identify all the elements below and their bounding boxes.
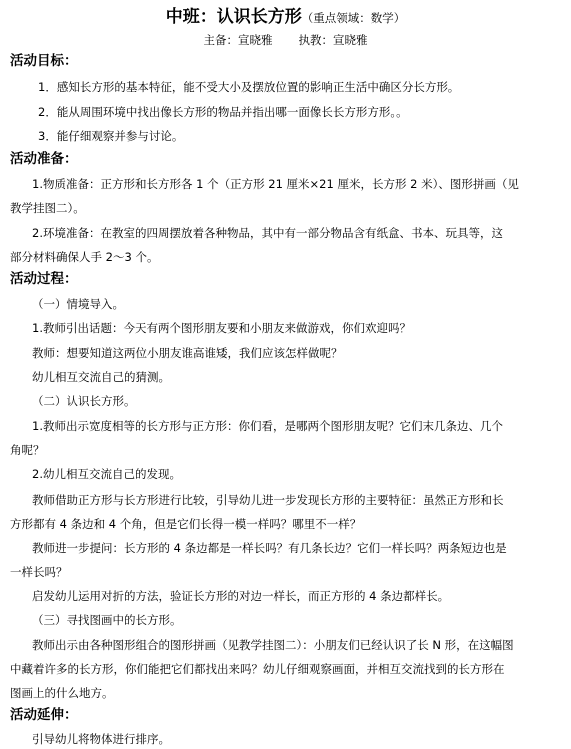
process-line: 教师进一步提问：长方形的 4 条边都是一样长吗？有几条长边？它们一样长吗？两条短边也是 [32, 541, 507, 555]
process-line: 教师借助正方形与长方形进行比较，引导幼儿进一步发现长方形的主要特征：虽然正方形和长 [32, 493, 504, 507]
section-heading-extension: 活动延伸： [10, 707, 78, 723]
prep-line: 1.物质准备：正方形和长方形各 1 个（正方形 21 厘米×21 厘米，长方形 2 米）、图形拼画（见 [32, 177, 519, 191]
process-line: 1.教师出示宽度相等的长方形与正方形：你们看，是哪两个图形朋友呢？它们末几条边、几个 [32, 419, 503, 433]
process-line: （三）寻找图画中的长方形。 [32, 613, 182, 627]
goal-item: 3．能仔细观察并参与讨论。 [38, 129, 184, 143]
prep-line: 部分材料确保人手 2～3 个。 [10, 250, 159, 264]
process-line: 2.幼儿相互交流自己的发现。 [32, 467, 181, 481]
process-line: 一样长吗？ [10, 565, 68, 579]
title-main: 中班：认识长方形 [165, 7, 302, 27]
goal-item: 2．能从周围环境中找出像长方形的物品并指出哪一面像长长方形方形。。 [38, 105, 408, 119]
process-line: 图画上的什么地方。 [10, 686, 114, 700]
process-line: 中藏着许多的长方形，你们能把它们都找出来吗？幼儿仔细观察画面，并相互交流找到的长方形在 [10, 662, 505, 676]
section-heading-process: 活动过程： [10, 271, 78, 287]
prep-line: 2.环境准备：在教室的四周摆放着各种物品，其中有一部分物品含有纸盒、书本、玩具等，这 [32, 226, 503, 240]
process-line: 方形都有 4 条边和 4 个角，但是它们长得一模一样吗？哪里不一样？ [10, 517, 362, 531]
goal-item: 1．感知长方形的基本特征，能不受大小及摆放位置的影响正生活中确区分长方形。 [38, 80, 460, 94]
title-subject-area: （重点领域：数学） [301, 11, 406, 25]
section-heading-prep: 活动准备： [10, 151, 78, 167]
document-title [0, 6, 571, 29]
credit-teacher: 执教：宣晓雅 [298, 33, 368, 47]
process-line: 教师出示由各种图形组合的图形拼画（见教学挂图二）：小朋友们已经认识了长 N 形，在这幅图 [32, 638, 514, 652]
process-line: （一）情境导入。 [32, 297, 124, 311]
process-line: 1.教师引出话题：今天有两个图形朋友要和小朋友来做游戏，你们欢迎吗？ [32, 321, 411, 335]
process-line: 启发幼儿运用对折的方法，验证长方形的对边一样长，而正方形的 4 条边都样长。 [32, 589, 450, 603]
prep-line: 教学挂图二）。 [10, 201, 85, 215]
process-line: 幼儿相互交流自己的猜测。 [32, 370, 170, 384]
process-line: （二）认识长方形。 [32, 394, 136, 408]
process-line: 教师：想要知道这两位小朋友谁高谁矮，我们应该怎样做呢？ [32, 346, 343, 360]
credits [0, 32, 571, 48]
process-line: 角呢？ [10, 443, 45, 457]
credit-lead: 主备：宣晓雅 [203, 33, 273, 47]
section-heading-goals: 活动目标： [10, 53, 78, 69]
extension-line: 引导幼儿将物体进行排序。 [32, 732, 170, 746]
